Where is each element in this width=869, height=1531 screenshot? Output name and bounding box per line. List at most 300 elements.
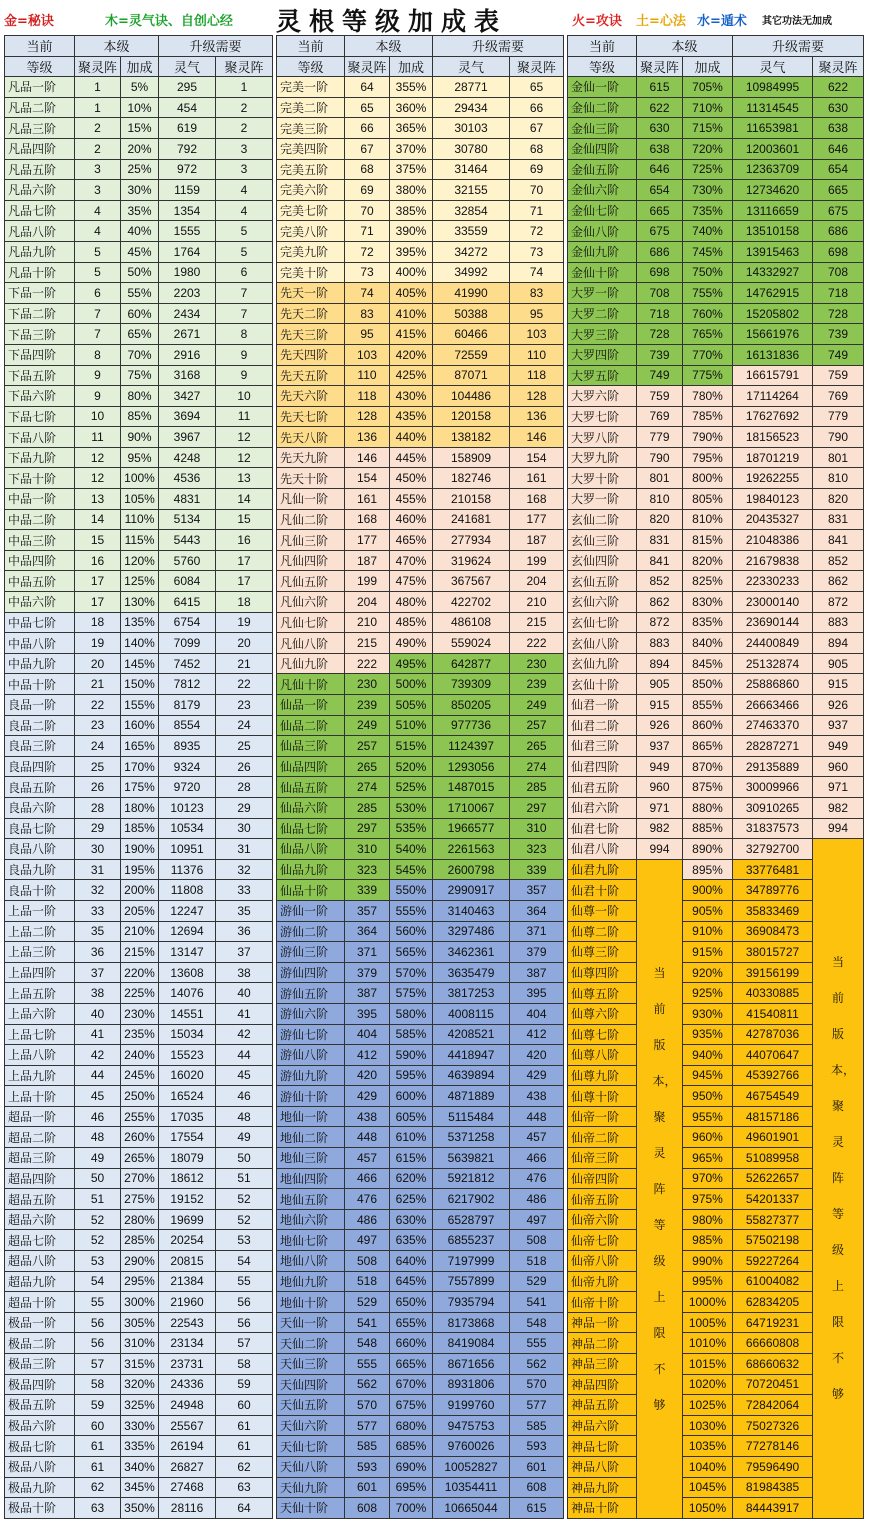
table-row [277, 324, 564, 345]
juling-need-cell: 9 [216, 344, 273, 365]
juling-need-cell: 994 [813, 818, 864, 839]
juling-cell: 555 [345, 1354, 390, 1375]
bonus-cell: 130% [121, 592, 159, 613]
table-row [5, 530, 273, 551]
level-name-cell: 完美二阶 [277, 97, 345, 118]
lingqi-cell: 10123 [159, 797, 216, 818]
bonus-cell: 125% [121, 571, 159, 592]
juling-need-cell: 17 [216, 550, 273, 571]
level-name-cell: 仙帝二阶 [568, 1127, 637, 1148]
level-name-cell: 仙君七阶 [568, 818, 637, 839]
level-name-cell: 金仙九阶 [568, 241, 637, 262]
juling-need-cell: 23 [216, 695, 273, 716]
level-name-cell: 良品七阶 [5, 818, 75, 839]
bonus-cell: 770% [683, 344, 733, 365]
level-name-cell: 完美九阶 [277, 241, 345, 262]
bonus-cell: 65% [121, 324, 159, 345]
table-row [5, 736, 273, 757]
juling-need-cell: 239 [510, 674, 564, 695]
table-row [568, 283, 864, 304]
lingqi-cell: 104486 [433, 386, 510, 407]
juling-need-cell: 8 [216, 324, 273, 345]
juling-need-cell: 739 [813, 324, 864, 345]
level-name-cell: 凡仙十阶 [277, 674, 345, 695]
header-row [5, 36, 273, 57]
table-row [5, 962, 273, 983]
legend-other: 其它功法无加成 [762, 16, 832, 27]
table-row [5, 674, 273, 695]
level-name-cell: 金仙五阶 [568, 159, 637, 180]
bonus-cell: 705% [683, 77, 733, 98]
juling-cell: 83 [345, 303, 390, 324]
bonus-cell: 655% [390, 1312, 433, 1333]
juling-need-cell: 64 [216, 1498, 273, 1519]
lingqi-cell: 18156523 [733, 427, 813, 448]
bonus-cell: 295% [121, 1271, 159, 1292]
juling-cell: 759 [637, 386, 683, 407]
lingqi-cell: 1159 [159, 180, 216, 201]
juling-need-cell: 57 [216, 1333, 273, 1354]
level-name-cell: 仙品七阶 [277, 818, 345, 839]
juling-need-cell: 915 [813, 674, 864, 695]
level-name-cell: 金仙八阶 [568, 221, 637, 242]
juling-need-cell: 14 [216, 489, 273, 510]
table-row [277, 674, 564, 695]
bonus-cell: 160% [121, 715, 159, 736]
table-row [277, 159, 564, 180]
lingqi-cell: 77278146 [733, 1436, 813, 1457]
level-name-cell: 凡仙八阶 [277, 633, 345, 654]
header-level: 等级 [568, 56, 637, 77]
bonus-cell: 505% [390, 695, 433, 716]
bonus-cell: 35% [121, 200, 159, 221]
lingqi-cell: 4536 [159, 468, 216, 489]
bonus-cell: 440% [390, 427, 433, 448]
table-row [568, 324, 864, 345]
juling-cell: 154 [345, 468, 390, 489]
level-name-cell: 下品五阶 [5, 365, 75, 386]
table-row [277, 921, 564, 942]
juling-need-cell: 486 [510, 1189, 564, 1210]
table-row [5, 386, 273, 407]
juling-cell: 57 [75, 1354, 121, 1375]
bonus-cell: 985% [683, 1230, 733, 1251]
lingqi-cell: 277934 [433, 530, 510, 551]
table-row [568, 839, 864, 860]
juling-cell: 949 [637, 756, 683, 777]
level-name-cell: 玄仙九阶 [568, 653, 637, 674]
juling-need-cell: 51 [216, 1168, 273, 1189]
lingqi-cell: 138182 [433, 427, 510, 448]
table-row [277, 1271, 564, 1292]
legend-earth: 土=心法 [636, 14, 686, 29]
level-name-cell: 仙君五阶 [568, 777, 637, 798]
bonus-cell: 630% [390, 1209, 433, 1230]
bonus-cell: 920% [683, 962, 733, 983]
lingqi-cell: 8671656 [433, 1354, 510, 1375]
level-name-cell: 极品九阶 [5, 1477, 75, 1498]
juling-cell: 22 [75, 695, 121, 716]
juling-cell: 67 [345, 138, 390, 159]
table-row [568, 715, 864, 736]
header-this-level: 本级 [637, 36, 733, 57]
juling-cell: 894 [637, 653, 683, 674]
lingqi-cell: 5115484 [433, 1106, 510, 1127]
lingqi-cell: 12694 [159, 921, 216, 942]
level-name-cell: 地仙五阶 [277, 1189, 345, 1210]
table-row [277, 859, 564, 880]
bonus-cell: 970% [683, 1168, 733, 1189]
level-name-cell: 先天四阶 [277, 344, 345, 365]
bonus-cell: 670% [390, 1374, 433, 1395]
juling-cell: 45 [75, 1086, 121, 1107]
level-name-cell: 天仙六阶 [277, 1415, 345, 1436]
bonus-cell: 1020% [683, 1374, 733, 1395]
lingqi-cell: 55827377 [733, 1209, 813, 1230]
bonus-cell: 100% [121, 468, 159, 489]
level-table-3 [567, 35, 864, 1519]
juling-cell: 56 [75, 1312, 121, 1333]
juling-cell: 11 [75, 427, 121, 448]
level-name-cell: 地仙三阶 [277, 1148, 345, 1169]
bonus-cell: 620% [390, 1168, 433, 1189]
lingqi-cell: 30103 [433, 118, 510, 139]
level-name-cell: 超品七阶 [5, 1230, 75, 1251]
level-name-cell: 游仙一阶 [277, 900, 345, 921]
legend-water: 水=遁术 [697, 14, 747, 29]
bonus-cell: 940% [683, 1045, 733, 1066]
level-name-cell: 玄仙五阶 [568, 571, 637, 592]
bonus-cell: 785% [683, 406, 733, 427]
header-upgrade-need: 升级需要 [159, 36, 273, 57]
bonus-cell: 640% [390, 1251, 433, 1272]
juling-cell: 820 [637, 509, 683, 530]
juling-cell: 64 [345, 77, 390, 98]
juling-need-cell: 820 [813, 489, 864, 510]
bonus-cell: 390% [390, 221, 433, 242]
lingqi-cell: 13608 [159, 962, 216, 983]
juling-cell: 42 [75, 1045, 121, 1066]
level-name-cell: 玄仙六阶 [568, 592, 637, 613]
juling-need-cell: 46 [216, 1086, 273, 1107]
table-row [277, 1374, 564, 1395]
table-row [568, 427, 864, 448]
bonus-cell: 945% [683, 1065, 733, 1086]
juling-need-cell: 457 [510, 1127, 564, 1148]
juling-cell: 68 [345, 159, 390, 180]
bonus-cell: 700% [390, 1498, 433, 1519]
juling-need-cell: 36 [216, 921, 273, 942]
table-row [5, 1189, 273, 1210]
lingqi-cell: 32854 [433, 200, 510, 221]
juling-need-cell: 675 [813, 200, 864, 221]
level-name-cell: 极品二阶 [5, 1333, 75, 1354]
bonus-cell: 730% [683, 180, 733, 201]
level-name-cell: 仙君四阶 [568, 756, 637, 777]
lingqi-cell: 1124397 [433, 736, 510, 757]
bonus-cell: 795% [683, 447, 733, 468]
juling-cell: 168 [345, 509, 390, 530]
lingqi-cell: 3967 [159, 427, 216, 448]
bonus-cell: 50% [121, 262, 159, 283]
lingqi-cell: 79596490 [733, 1456, 813, 1477]
juling-cell: 718 [637, 303, 683, 324]
level-name-cell: 良品八阶 [5, 839, 75, 860]
level-name-cell: 凡品四阶 [5, 138, 75, 159]
juling-need-cell: 5 [216, 241, 273, 262]
level-name-cell: 先天九阶 [277, 447, 345, 468]
juling-cell: 790 [637, 447, 683, 468]
table-row [5, 1065, 273, 1086]
juling-need-cell: 577 [510, 1395, 564, 1416]
lingqi-cell: 454 [159, 97, 216, 118]
juling-cell: 915 [637, 695, 683, 716]
juling-cell: 187 [345, 550, 390, 571]
bonus-cell: 1005% [683, 1312, 733, 1333]
bonus-cell: 285% [121, 1230, 159, 1251]
juling-cell: 128 [345, 406, 390, 427]
level-name-cell: 游仙五阶 [277, 983, 345, 1004]
juling-cell: 937 [637, 736, 683, 757]
lingqi-cell: 28771 [433, 77, 510, 98]
level-name-cell: 凡仙五阶 [277, 571, 345, 592]
juling-need-cell: 154 [510, 447, 564, 468]
lingqi-cell: 21679838 [733, 550, 813, 571]
juling-cell: 249 [345, 715, 390, 736]
juling-cell: 395 [345, 1003, 390, 1024]
header-lingqi: 灵气 [433, 56, 510, 77]
bonus-cell: 580% [390, 1003, 433, 1024]
lingqi-cell: 26194 [159, 1436, 216, 1457]
table-row [5, 77, 273, 98]
juling-need-cell: 29 [216, 797, 273, 818]
lingqi-cell: 19699 [159, 1209, 216, 1230]
lingqi-cell: 23134 [159, 1333, 216, 1354]
lingqi-cell: 27463370 [733, 715, 813, 736]
bonus-cell: 665% [390, 1354, 433, 1375]
bonus-cell: 380% [390, 180, 433, 201]
juling-need-cell: 44 [216, 1045, 273, 1066]
lingqi-cell: 17627692 [733, 406, 813, 427]
lingqi-cell: 8179 [159, 695, 216, 716]
level-name-cell: 仙尊四阶 [568, 962, 637, 983]
header-this-level: 本级 [345, 36, 433, 57]
lingqi-cell: 5443 [159, 530, 216, 551]
level-name-cell: 极品七阶 [5, 1436, 75, 1457]
bonus-cell: 680% [390, 1415, 433, 1436]
level-name-cell: 仙尊七阶 [568, 1024, 637, 1045]
level-name-cell: 超品六阶 [5, 1209, 75, 1230]
juling-cell: 872 [637, 612, 683, 633]
level-name-cell: 超品四阶 [5, 1168, 75, 1189]
lingqi-cell: 6855237 [433, 1230, 510, 1251]
lingqi-cell: 17035 [159, 1106, 216, 1127]
juling-cell: 37 [75, 962, 121, 983]
lingqi-cell: 42787036 [733, 1024, 813, 1045]
juling-cell: 177 [345, 530, 390, 551]
juling-cell: 20 [75, 653, 121, 674]
juling-need-cell: 42 [216, 1024, 273, 1045]
table-row [5, 180, 273, 201]
juling-need-cell: 862 [813, 571, 864, 592]
table-row [5, 612, 273, 633]
level-name-cell: 仙品三阶 [277, 736, 345, 757]
level-name-cell: 中品九阶 [5, 653, 75, 674]
bonus-cell: 255% [121, 1106, 159, 1127]
table-row [277, 756, 564, 777]
bonus-cell: 360% [390, 97, 433, 118]
level-name-cell: 仙尊十阶 [568, 1086, 637, 1107]
lingqi-cell: 87071 [433, 365, 510, 386]
bonus-cell: 200% [121, 880, 159, 901]
bonus-cell: 695% [390, 1477, 433, 1498]
level-name-cell: 仙品十阶 [277, 880, 345, 901]
level-name-cell: 下品十阶 [5, 468, 75, 489]
juling-need-cell: 136 [510, 406, 564, 427]
table-row [277, 386, 564, 407]
juling-need-cell: 608 [510, 1477, 564, 1498]
table-row [568, 530, 864, 551]
legend-wood: 木=灵气诀、自创心经 [105, 14, 233, 29]
juling-cell: 570 [345, 1395, 390, 1416]
table-row [277, 653, 564, 674]
table-row [277, 1065, 564, 1086]
level-name-cell: 仙君一阶 [568, 695, 637, 716]
juling-need-cell: 852 [813, 550, 864, 571]
juling-need-cell: 48 [216, 1106, 273, 1127]
table-row [277, 1415, 564, 1436]
table-row [568, 386, 864, 407]
lingqi-cell: 19840123 [733, 489, 813, 510]
table-row [277, 1230, 564, 1251]
bonus-cell: 975% [683, 1189, 733, 1210]
juling-cell: 665 [637, 200, 683, 221]
juling-need-cell: 7 [216, 303, 273, 324]
bonus-cell: 115% [121, 530, 159, 551]
bonus-cell: 865% [683, 736, 733, 757]
level-name-cell: 仙品一阶 [277, 695, 345, 716]
table-row [277, 612, 564, 633]
lingqi-cell: 21384 [159, 1271, 216, 1292]
juling-cell: 70 [345, 200, 390, 221]
lingqi-cell: 295 [159, 77, 216, 98]
level-name-cell: 神品二阶 [568, 1333, 637, 1354]
level-name-cell: 中品八阶 [5, 633, 75, 654]
lingqi-cell: 3462361 [433, 942, 510, 963]
bonus-cell: 70% [121, 344, 159, 365]
level-name-cell: 中品六阶 [5, 592, 75, 613]
level-name-cell: 超品九阶 [5, 1271, 75, 1292]
level-table-2 [276, 35, 564, 1519]
lingqi-cell: 50388 [433, 303, 510, 324]
bonus-cell: 710% [683, 97, 733, 118]
lingqi-cell: 8554 [159, 715, 216, 736]
bonus-cell: 150% [121, 674, 159, 695]
lingqi-cell: 23731 [159, 1354, 216, 1375]
lingqi-cell: 4418947 [433, 1045, 510, 1066]
lingqi-cell: 3427 [159, 386, 216, 407]
level-name-cell: 仙品六阶 [277, 797, 345, 818]
juling-cell: 41 [75, 1024, 121, 1045]
lingqi-cell: 3140463 [433, 900, 510, 921]
bonus-cell: 55% [121, 283, 159, 304]
bonus-cell: 590% [390, 1045, 433, 1066]
juling-need-cell: 24 [216, 715, 273, 736]
bonus-cell: 805% [683, 489, 733, 510]
juling-need-cell: 4 [216, 180, 273, 201]
juling-cell: 448 [345, 1127, 390, 1148]
level-name-cell: 仙尊一阶 [568, 900, 637, 921]
header-current: 当前 [5, 36, 75, 57]
bonus-cell: 810% [683, 509, 733, 530]
juling-cell: 60 [75, 1415, 121, 1436]
juling-cell: 136 [345, 427, 390, 448]
lingqi-cell: 21048386 [733, 530, 813, 551]
level-name-cell: 凡仙九阶 [277, 653, 345, 674]
juling-cell: 831 [637, 530, 683, 551]
lingqi-cell: 210158 [433, 489, 510, 510]
lingqi-cell: 18701219 [733, 447, 813, 468]
bonus-cell: 930% [683, 1003, 733, 1024]
juling-cell: 801 [637, 468, 683, 489]
table-row [568, 97, 864, 118]
table-row [277, 983, 564, 1004]
level-name-cell: 仙君六阶 [568, 797, 637, 818]
header-juling: 聚灵阵 [75, 56, 121, 77]
bonus-cell: 890% [683, 839, 733, 860]
level-name-cell: 神品四阶 [568, 1374, 637, 1395]
bonus-cell: 250% [121, 1086, 159, 1107]
level-name-cell: 仙君三阶 [568, 736, 637, 757]
juling-need-cell: 70 [510, 180, 564, 201]
level-name-cell: 金仙一阶 [568, 77, 637, 98]
lingqi-cell: 4208521 [433, 1024, 510, 1045]
level-name-cell: 仙尊九阶 [568, 1065, 637, 1086]
lingqi-cell: 739309 [433, 674, 510, 695]
bonus-cell: 235% [121, 1024, 159, 1045]
lingqi-cell: 30780 [433, 138, 510, 159]
bonus-cell: 815% [683, 530, 733, 551]
juling-cell: 562 [345, 1374, 390, 1395]
juling-cell: 17 [75, 571, 121, 592]
bonus-cell: 845% [683, 653, 733, 674]
juling-cell: 4 [75, 200, 121, 221]
level-name-cell: 凡仙六阶 [277, 592, 345, 613]
table-row [568, 77, 864, 98]
level-name-cell: 神品三阶 [568, 1354, 637, 1375]
juling-cell: 438 [345, 1106, 390, 1127]
bonus-cell: 835% [683, 612, 733, 633]
table-row [5, 695, 273, 716]
table-row [5, 303, 273, 324]
juling-cell: 52 [75, 1230, 121, 1251]
bonus-cell: 225% [121, 983, 159, 1004]
juling-cell: 12 [75, 447, 121, 468]
bonus-cell: 145% [121, 653, 159, 674]
header-level: 等级 [277, 56, 345, 77]
level-name-cell: 神品一阶 [568, 1312, 637, 1333]
level-name-cell: 天仙五阶 [277, 1395, 345, 1416]
lingqi-cell: 2990917 [433, 880, 510, 901]
lingqi-cell: 41990 [433, 283, 510, 304]
level-name-cell: 超品八阶 [5, 1251, 75, 1272]
level-name-cell: 良品四阶 [5, 756, 75, 777]
table-row [277, 592, 564, 613]
lingqi-cell: 182746 [433, 468, 510, 489]
juling-need-cell: 686 [813, 221, 864, 242]
table-row [5, 1436, 273, 1457]
bonus-cell: 270% [121, 1168, 159, 1189]
